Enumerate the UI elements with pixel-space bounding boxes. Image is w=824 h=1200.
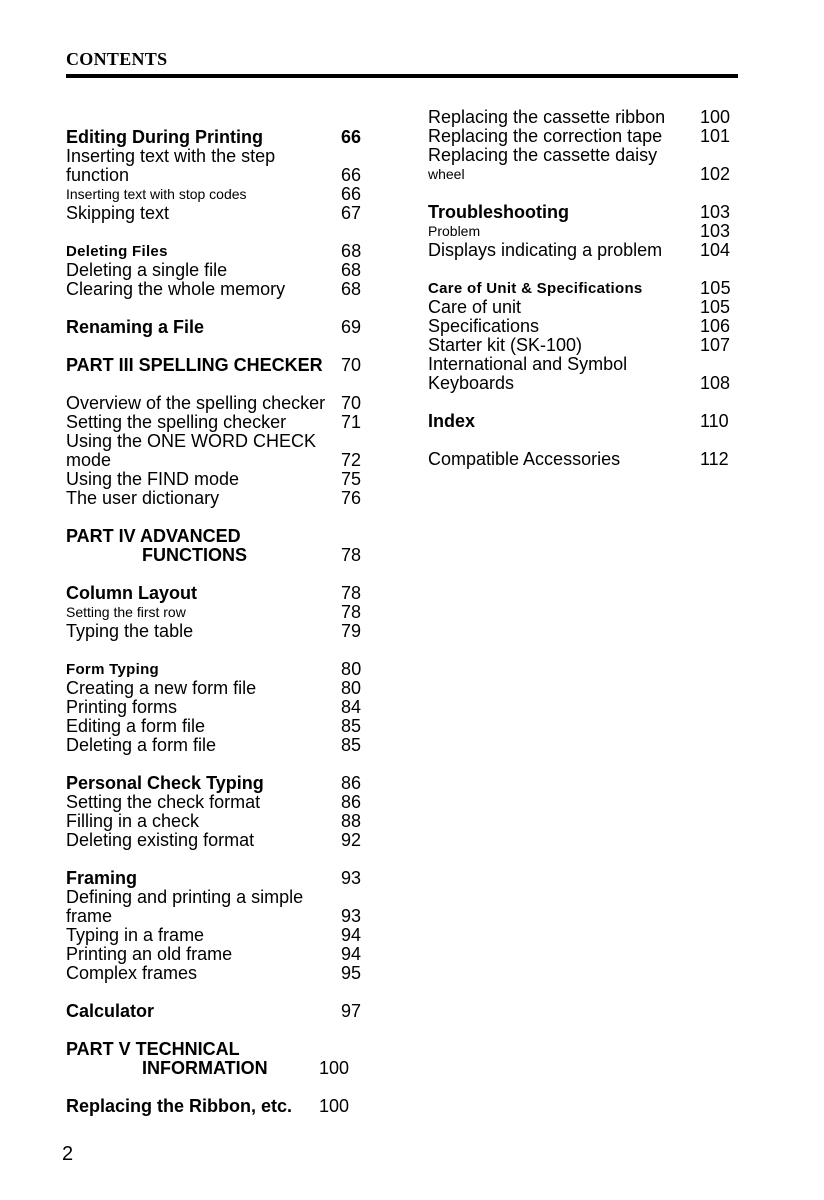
toc-heading[interactable]: Troubleshooting 103 bbox=[428, 202, 731, 222]
toc-entry[interactable]: Displays indicating a problem 104 bbox=[428, 240, 731, 260]
toc-heading[interactable]: Calculator 97 bbox=[66, 1001, 362, 1021]
toc-left-column bbox=[66, 128, 381, 1116]
toc-entry[interactable]: Setting the spelling checker 71 bbox=[66, 412, 362, 432]
page-header: CONTENTS bbox=[66, 49, 168, 69]
toc-heading[interactable]: Editing During Printing 66 bbox=[66, 127, 362, 147]
toc-entry[interactable]: Replacing the cassette ribbon 100 bbox=[428, 107, 731, 127]
toc-heading[interactable]: Framing 93 bbox=[66, 868, 362, 888]
header-rule bbox=[66, 74, 738, 78]
toc-entry[interactable]: Using the ONE WORD CHECK mode 72 bbox=[66, 431, 362, 470]
toc-heading[interactable]: Form Typing 80 bbox=[66, 659, 362, 679]
toc-entry[interactable]: Creating a new form file 80 bbox=[66, 678, 362, 698]
toc-entry[interactable]: Printing an old frame 94 bbox=[66, 944, 362, 964]
toc-entry[interactable]: Skipping text 67 bbox=[66, 203, 362, 223]
page-number: 2 bbox=[62, 1143, 74, 1165]
toc-entry[interactable]: Replacing the cassette daisy wheel 102 bbox=[428, 145, 731, 184]
toc-part-heading[interactable]: PART V TECHNICAL INFORMATION 100 bbox=[66, 1039, 350, 1078]
toc-entry[interactable]: Deleting existing format 92 bbox=[66, 830, 362, 850]
toc-entry[interactable]: Starter kit (SK-100) 107 bbox=[428, 335, 731, 355]
toc-entry[interactable]: Filling in a check 88 bbox=[66, 811, 362, 831]
toc-heading[interactable]: Care of Unit & Specifications 105 bbox=[428, 278, 731, 298]
toc-heading[interactable]: Renaming a File 69 bbox=[66, 317, 362, 337]
toc-heading[interactable]: Personal Check Typing 86 bbox=[66, 773, 362, 793]
toc-heading[interactable]: Column Layout 78 bbox=[66, 583, 362, 603]
toc-heading[interactable]: Replacing the Ribbon, etc. 100 bbox=[66, 1096, 350, 1116]
toc-entry[interactable]: Overview of the spelling checker 70 bbox=[66, 393, 362, 413]
toc-entry[interactable]: Inserting text with stop codes 66 bbox=[66, 184, 362, 204]
toc-entry[interactable]: Compatible Accessories 112 bbox=[428, 449, 729, 469]
toc-entry[interactable]: The user dictionary 76 bbox=[66, 488, 362, 508]
toc-entry[interactable]: Editing a form file 85 bbox=[66, 716, 362, 736]
toc-entry[interactable]: Setting the check format 86 bbox=[66, 792, 362, 812]
toc-entry[interactable]: Problem 103 bbox=[428, 221, 731, 241]
toc-entry[interactable]: Typing in a frame 94 bbox=[66, 925, 362, 945]
toc-entry[interactable]: International and Symbol Keyboards 108 bbox=[428, 354, 731, 393]
toc-entry[interactable]: Clearing the whole memory 68 bbox=[66, 279, 362, 299]
toc-entry[interactable]: Typing the table 79 bbox=[66, 621, 362, 641]
toc-entry[interactable]: Inserting text with the step function 66 bbox=[66, 146, 362, 185]
toc-entry[interactable]: Defining and printing a simple frame 93 bbox=[66, 887, 362, 926]
toc-entry[interactable]: Deleting a single file 68 bbox=[66, 260, 362, 280]
toc-entry[interactable]: Care of unit 105 bbox=[428, 297, 731, 317]
toc-heading[interactable]: Index 110 bbox=[428, 411, 729, 431]
toc-entry[interactable]: Setting the first row 78 bbox=[66, 602, 362, 622]
toc-entry[interactable]: Replacing the correction tape 101 bbox=[428, 126, 731, 146]
toc-entry[interactable]: Specifications 106 bbox=[428, 316, 731, 336]
toc-entry[interactable]: Using the FIND mode 75 bbox=[66, 469, 362, 489]
toc-part-heading[interactable]: PART III SPELLING CHECKER 70 bbox=[66, 355, 362, 375]
toc-heading[interactable]: Deleting Files 68 bbox=[66, 241, 362, 261]
toc-entry[interactable]: Deleting a form file 85 bbox=[66, 735, 362, 755]
toc-part-heading[interactable]: PART IV ADVANCED FUNCTIONS 78 bbox=[66, 526, 362, 565]
toc-right-column bbox=[428, 108, 738, 469]
toc-entry[interactable]: Printing forms 84 bbox=[66, 697, 362, 717]
toc-entry[interactable]: Complex frames 95 bbox=[66, 963, 362, 983]
